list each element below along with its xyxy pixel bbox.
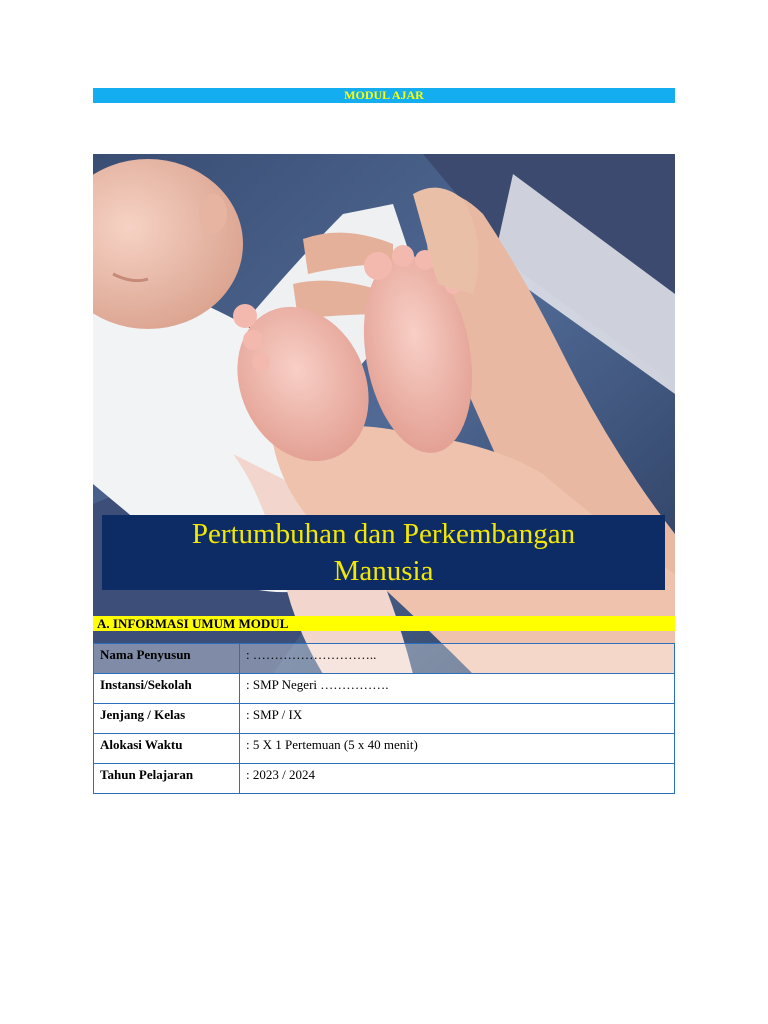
- row-value: : SMP Negeri …………….: [240, 674, 675, 704]
- table-row: [94, 704, 675, 734]
- table-row: [94, 764, 675, 794]
- table-row: [94, 674, 675, 704]
- module-title-box: [102, 515, 665, 590]
- module-info-table: [93, 643, 675, 794]
- row-value: : ………………………..: [240, 644, 675, 674]
- module-title-line1: Pertumbuhan dan Perkembangan: [191, 518, 576, 550]
- row-label: Tahun Pelajaran: [94, 764, 240, 794]
- baby-feet-hands-photo-icon: [93, 154, 675, 674]
- row-value: : SMP / IX: [240, 704, 675, 734]
- section-heading-bar: [93, 616, 675, 631]
- row-label: Nama Penyusun: [94, 644, 240, 674]
- header-bar: [93, 88, 675, 103]
- row-label: Instansi/Sekolah: [94, 674, 240, 704]
- document-title: MODUL AJAR: [344, 88, 424, 102]
- table-row: [94, 734, 675, 764]
- section-heading: A. INFORMASI UMUM MODUL: [97, 616, 289, 631]
- table-row: [94, 644, 675, 674]
- row-value: : 2023 / 2024: [240, 764, 675, 794]
- row-label: Alokasi Waktu: [94, 734, 240, 764]
- module-title-line2: Manusia: [333, 555, 434, 587]
- row-value: : 5 X 1 Pertemuan (5 x 40 menit): [240, 734, 675, 764]
- cover-image: [93, 154, 675, 674]
- row-label: Jenjang / Kelas: [94, 704, 240, 734]
